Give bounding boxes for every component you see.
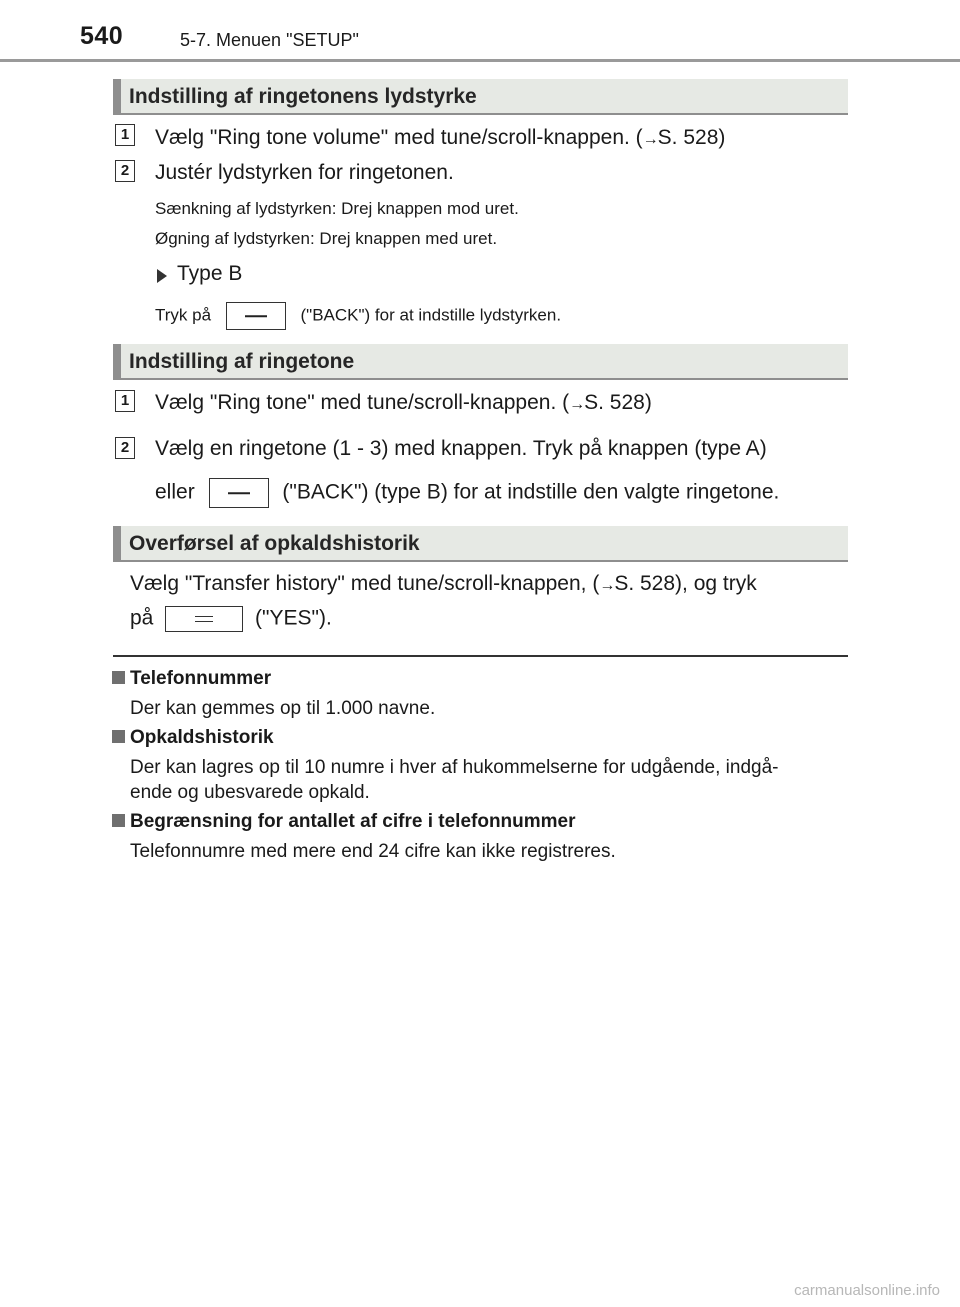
step-badge-2: 2 xyxy=(115,160,135,182)
note-text: Der kan lagres op til 10 numre i hver af hukommelserne for udgående, indgå- xyxy=(130,757,779,778)
transfer-after: S. 528), og tryk xyxy=(614,572,757,595)
step-text-before: Vælg "Ring tone" med tune/scroll-knappen. ( xyxy=(155,391,570,414)
step-text-after: ("BACK") (type B) for at indstille den valgte ringetone. xyxy=(282,480,780,504)
triangle-bullet-icon xyxy=(157,269,167,283)
note-text: ende og ubesvarede opkald. xyxy=(130,782,370,803)
step-badge-1: 1 xyxy=(115,124,135,146)
section-heading-text: Overførsel af opkaldshistorik xyxy=(129,532,420,555)
header-rule xyxy=(0,59,960,62)
type-b-instruction xyxy=(155,302,561,330)
chapter-title: 5-7. Menuen "SETUP" xyxy=(180,30,359,50)
arrow-right-icon: → xyxy=(642,131,658,148)
section-heading-transfer-history xyxy=(113,526,848,562)
step-text-after: S. 528) xyxy=(657,126,726,149)
square-bullet-icon xyxy=(112,671,125,684)
square-bullet-icon xyxy=(112,730,125,743)
page-number: 540 xyxy=(80,22,124,50)
note-title: Telefonnummer xyxy=(130,668,272,689)
notes-divider xyxy=(113,655,848,657)
transfer-instruction-line1 xyxy=(130,572,757,596)
transfer-instruction-line2 xyxy=(130,606,332,632)
sub-instruction-decrease: Sænkning af lydstyrken: Drej knappen mod uret. xyxy=(155,199,519,218)
transfer-before: Vælg "Transfer history" med tune/scroll-knappen, ( xyxy=(130,572,600,595)
section-heading-ringtone-volume xyxy=(113,79,848,115)
step-text: Justér lydstyrken for ringetonen. xyxy=(155,161,454,184)
arrow-right-icon: → xyxy=(599,577,615,594)
sub-instruction-increase: Øgning af lydstyrken: Drej knappen med uret. xyxy=(155,229,498,248)
step-text-after: S. 528) xyxy=(584,391,652,414)
arrow-right-icon: → xyxy=(569,396,585,413)
note-text: Der kan gemmes op til 1.000 navne. xyxy=(130,698,436,719)
watermark: carmanualsonline.info xyxy=(794,1282,940,1299)
note-title: Opkaldshistorik xyxy=(130,727,274,748)
step-text-line2 xyxy=(155,478,779,508)
note-heading-telefonnummer xyxy=(112,668,271,690)
type-b-after: ("BACK") for at indstille lydstyrken. xyxy=(300,305,562,325)
back-button-icon xyxy=(226,302,286,330)
transfer-before: på xyxy=(130,606,154,630)
step-badge-2: 2 xyxy=(115,437,135,459)
step-text-before: eller xyxy=(155,480,195,504)
type-b-before: Tryk på xyxy=(155,305,212,325)
note-heading-begraensning xyxy=(112,811,576,833)
back-button-icon xyxy=(209,478,269,508)
step-badge-1: 1 xyxy=(115,390,135,412)
note-text: Telefonnumre med mere end 24 cifre kan ikke registreres. xyxy=(130,841,616,862)
note-title: Begrænsning for antallet af cifre i telefonnummer xyxy=(130,811,576,832)
note-heading-opkaldshistorik xyxy=(112,727,274,749)
type-b-label xyxy=(157,262,242,286)
step-text xyxy=(155,126,725,150)
step-text-line1: Vælg en ringetone (1 - 3) med knappen. Tryk på knappen (type A) xyxy=(155,437,767,460)
step-text-before: Vælg "Ring tone volume" med tune/scroll-knappen. ( xyxy=(155,126,643,149)
yes-button-icon xyxy=(165,606,243,632)
section-heading-ringtone xyxy=(113,344,848,380)
section-heading-text: Indstilling af ringetone xyxy=(129,350,355,373)
step-text xyxy=(155,391,652,415)
transfer-after: ("YES"). xyxy=(255,606,332,630)
section-heading-text: Indstilling af ringetonens lydstyrke xyxy=(129,85,477,108)
square-bullet-icon xyxy=(112,814,125,827)
type-b-text: Type B xyxy=(177,262,243,285)
